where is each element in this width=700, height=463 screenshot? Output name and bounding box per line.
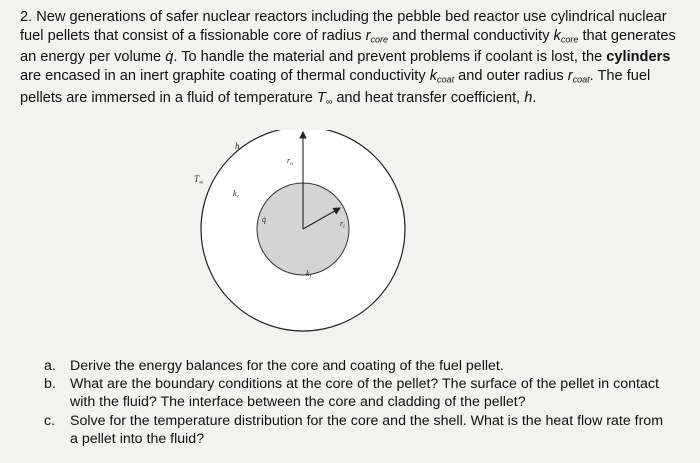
question-text: Derive the energy balances for the core and coating of the fuel pellet. — [70, 358, 504, 374]
pellet-figure — [190, 130, 420, 355]
question-b — [44, 375, 664, 411]
r-core-symbol: $r_{core}$ — [365, 27, 389, 44]
k-core-symbol: $k_{core}$ — [553, 27, 579, 44]
problem-text-1: New generations of safer nuclear reactors including the pebble bed reactor use cylindrical nuclear fuel pellets that consist of a fissionable core of radius — [20, 9, 667, 44]
label-t-inf: $T_\infty$ — [194, 174, 204, 186]
question-letter: c. — [44, 412, 56, 429]
k-coat-symbol: $k_{coat}$ — [429, 67, 455, 84]
problem-text-6: and outer radius — [454, 67, 568, 84]
problem-text-5: are encased in an inert graphite coating of thermal conductivity — [20, 67, 430, 84]
t-inf-symbol: $T_\infty$ — [316, 89, 333, 106]
question-text: Solve for the temperature distribution for the core and the shell. What is the heat flow rate from a pellet into the fluid? — [70, 412, 664, 447]
problem-text-3: that generates an energy per volume — [20, 27, 676, 66]
cylinders-bold: cylinders — [606, 49, 671, 66]
question-a — [44, 357, 664, 375]
qdot-symbol: q̇ — [165, 49, 174, 66]
problem-text-4: . To handle the material and prevent problems if coolant is lost, the — [173, 49, 607, 66]
h-symbol: h — [524, 89, 533, 106]
question-letter: b. — [44, 376, 56, 393]
question-text: What are the boundary conditions at the core of the pellet? The surface of the pellet in contact with the fluid? The interface between the core and cladding of the pellet? — [70, 376, 659, 411]
problem-text-7: . The fuel pellets are immersed in a fluid of temperature — [20, 67, 651, 106]
question-letter: a. — [44, 358, 56, 374]
problem-text-8: and heat transfer coefficient, — [332, 89, 525, 106]
problem-text-2: and thermal conductivity — [388, 27, 554, 44]
r-coat-symbol: $r_{coat}$ — [567, 67, 590, 84]
label-h: h — [235, 141, 240, 151]
label-qdot: q̇ — [262, 215, 266, 224]
label-r-o: $r_o$ — [287, 156, 293, 167]
question-list — [44, 357, 664, 448]
question-c — [44, 412, 664, 448]
label-r-i: $r_i$ — [340, 219, 345, 230]
label-k-f: $k_f$ — [306, 269, 312, 280]
pellet-diagram — [190, 130, 420, 355]
label-k-c: $k_c$ — [233, 189, 240, 200]
problem-statement — [20, 8, 680, 110]
problem-text-9: . — [532, 89, 537, 106]
problem-number: 2. — [20, 9, 33, 25]
